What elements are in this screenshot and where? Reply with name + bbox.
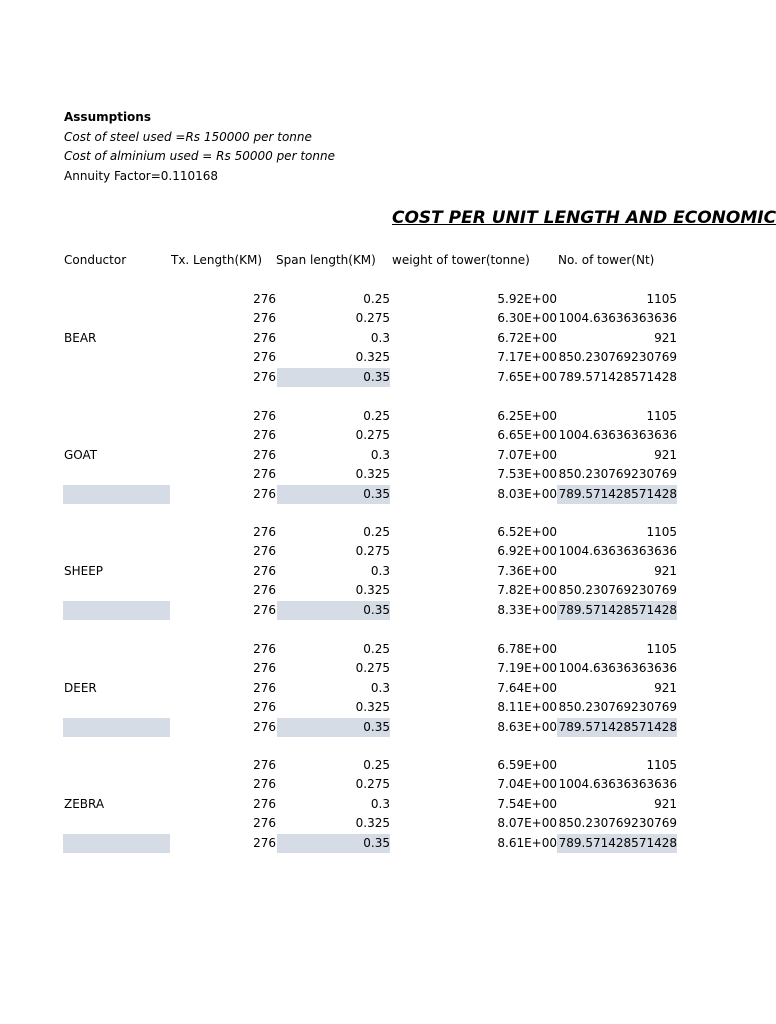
weight-cell: 6.52E+00 [497,525,557,539]
weight-cell: 6.59E+00 [497,758,557,772]
tower-count-cell: 1004.63636363636 [558,428,677,443]
span-length-cell: 0.325 [355,816,390,831]
span-length-cell: 0.275 [355,544,390,559]
tx-length-cell: 276 [253,796,276,811]
tower-count-cell: 789.571428571428 [557,485,677,504]
weight-cell: 7.17E+00 [497,350,557,365]
weight-cell: 7.64E+00 [497,680,557,695]
span-length-cell: 0.35 [277,834,390,853]
assumptions-heading: Assumptions [64,110,151,124]
span-length-cell: 0.25 [363,525,390,539]
span-length-cell: 0.35 [277,718,390,737]
tx-length-cell: 276 [253,409,276,423]
tower-count-cell: 921 [654,680,677,695]
tower-count-cell: 1004.63636363636 [558,544,677,559]
tower-count-cell: 921 [654,796,677,811]
tower-count-cell: 921 [654,563,677,578]
tx-length-cell: 276 [253,583,276,598]
weight-cell: 7.53E+00 [497,467,557,482]
aluminium-cost-note: Cost of alminium used = Rs 50000 per tonne [64,149,335,163]
weight-cell: 8.11E+00 [497,700,557,715]
weight-cell: 6.72E+00 [497,330,557,345]
conductor-label: GOAT [64,447,98,462]
header-conductor: Conductor [64,253,127,267]
sheet-title: COST PER UNIT LENGTH AND ECONOMIC [392,208,776,228]
span-length-cell: 0.35 [277,601,390,620]
assumptions-block [64,108,335,186]
span-length-cell: 0.3 [370,563,390,578]
weight-cell: 7.04E+00 [497,777,557,792]
tower-count-cell: 1004.63636363636 [558,661,677,676]
tower-count-cell: 1105 [646,758,677,772]
tx-length-cell: 276 [253,777,276,792]
tx-length-cell: 276 [253,525,276,539]
span-length-cell: 0.325 [355,700,390,715]
weight-cell: 8.63E+00 [497,719,557,734]
span-length-cell: 0.3 [370,796,390,811]
title-clip [378,206,776,236]
tx-length-cell: 276 [253,835,276,850]
tx-length-cell: 276 [253,758,276,772]
conductor-label: BEAR [64,330,97,345]
tower-count-cell: 850.230769230769 [558,583,677,598]
span-length-cell: 0.35 [277,368,390,387]
conductor-label: ZEBRA [64,796,105,811]
tx-length-cell: 276 [253,642,276,656]
header-weight: weight of tower(tonne) [392,253,530,267]
span-length-cell: 0.3 [370,447,390,462]
tower-count-cell: 1105 [646,409,677,423]
tower-count-cell: 850.230769230769 [558,467,677,482]
tx-length-cell: 276 [253,330,276,345]
conductor-label: DEER [64,680,97,695]
header-span-length: Span length(KM) [276,253,376,267]
tower-count-cell: 921 [654,330,677,345]
span-length-cell: 0.25 [363,642,390,656]
tx-length-cell: 276 [253,311,276,326]
weight-cell: 5.92E+00 [497,292,557,306]
tx-length-cell: 276 [253,544,276,559]
tower-count-cell: 921 [654,447,677,462]
tx-length-cell: 276 [253,816,276,831]
tower-count-cell: 1004.63636363636 [558,311,677,326]
span-length-cell: 0.325 [355,350,390,365]
span-length-cell: 0.35 [277,485,390,504]
weight-cell: 8.07E+00 [497,816,557,831]
tower-count-cell: 789.571428571428 [557,834,677,853]
weight-cell: 7.36E+00 [497,563,557,578]
span-length-cell: 0.275 [355,428,390,443]
tx-length-cell: 276 [253,680,276,695]
tx-length-cell: 276 [253,602,276,617]
span-length-cell: 0.25 [363,292,390,306]
tower-count-cell: 789.571428571428 [557,601,677,620]
tx-length-cell: 276 [253,447,276,462]
span-length-cell: 0.3 [370,680,390,695]
span-length-cell: 0.275 [355,777,390,792]
weight-cell: 6.65E+00 [497,428,557,443]
conductor-highlight-cell [63,601,170,620]
tx-length-cell: 276 [253,350,276,365]
weight-cell: 7.65E+00 [497,369,557,384]
span-length-cell: 0.275 [355,311,390,326]
conductor-label: SHEEP [64,563,104,578]
weight-cell: 6.92E+00 [497,544,557,559]
tower-count-cell: 850.230769230769 [558,350,677,365]
tx-length-cell: 276 [253,428,276,443]
tx-length-cell: 276 [253,700,276,715]
weight-cell: 7.54E+00 [497,796,557,811]
header-towers: No. of tower(Nt) [558,253,655,267]
tower-count-cell: 850.230769230769 [558,700,677,715]
weight-cell: 7.07E+00 [497,447,557,462]
span-length-cell: 0.325 [355,583,390,598]
header-tx-length: Tx. Length(KM) [171,253,263,267]
conductor-highlight-cell [63,718,170,737]
tower-count-cell: 850.230769230769 [558,816,677,831]
weight-cell: 8.33E+00 [497,602,557,617]
tx-length-cell: 276 [253,369,276,384]
span-length-cell: 0.25 [363,758,390,772]
tx-length-cell: 276 [253,467,276,482]
conductor-highlight-cell [63,485,170,504]
annuity-factor-note: Annuity Factor=0.110168 [64,168,219,183]
weight-cell: 8.03E+00 [497,486,557,501]
tower-count-cell: 789.571428571428 [558,369,677,384]
conductor-highlight-cell [63,834,170,853]
weight-cell: 7.19E+00 [497,661,557,676]
tx-length-cell: 276 [253,661,276,676]
tower-count-cell: 1105 [646,525,677,539]
weight-cell: 7.82E+00 [497,583,557,598]
steel-cost-note: Cost of steel used =Rs 150000 per tonne [64,129,312,144]
tx-length-cell: 276 [253,563,276,578]
tower-count-cell: 1004.63636363636 [558,777,677,792]
weight-cell: 6.30E+00 [497,311,557,326]
tower-count-cell: 1105 [646,292,677,306]
weight-cell: 6.78E+00 [497,642,557,656]
tx-length-cell: 276 [253,719,276,734]
tower-count-cell: 789.571428571428 [557,718,677,737]
span-length-cell: 0.325 [355,467,390,482]
weight-cell: 8.61E+00 [497,835,557,850]
weight-cell: 6.25E+00 [497,409,557,423]
span-length-cell: 0.275 [355,661,390,676]
tower-count-cell: 1105 [646,642,677,656]
tx-length-cell: 276 [253,292,276,306]
span-length-cell: 0.3 [370,330,390,345]
tx-length-cell: 276 [253,486,276,501]
span-length-cell: 0.25 [363,409,390,423]
